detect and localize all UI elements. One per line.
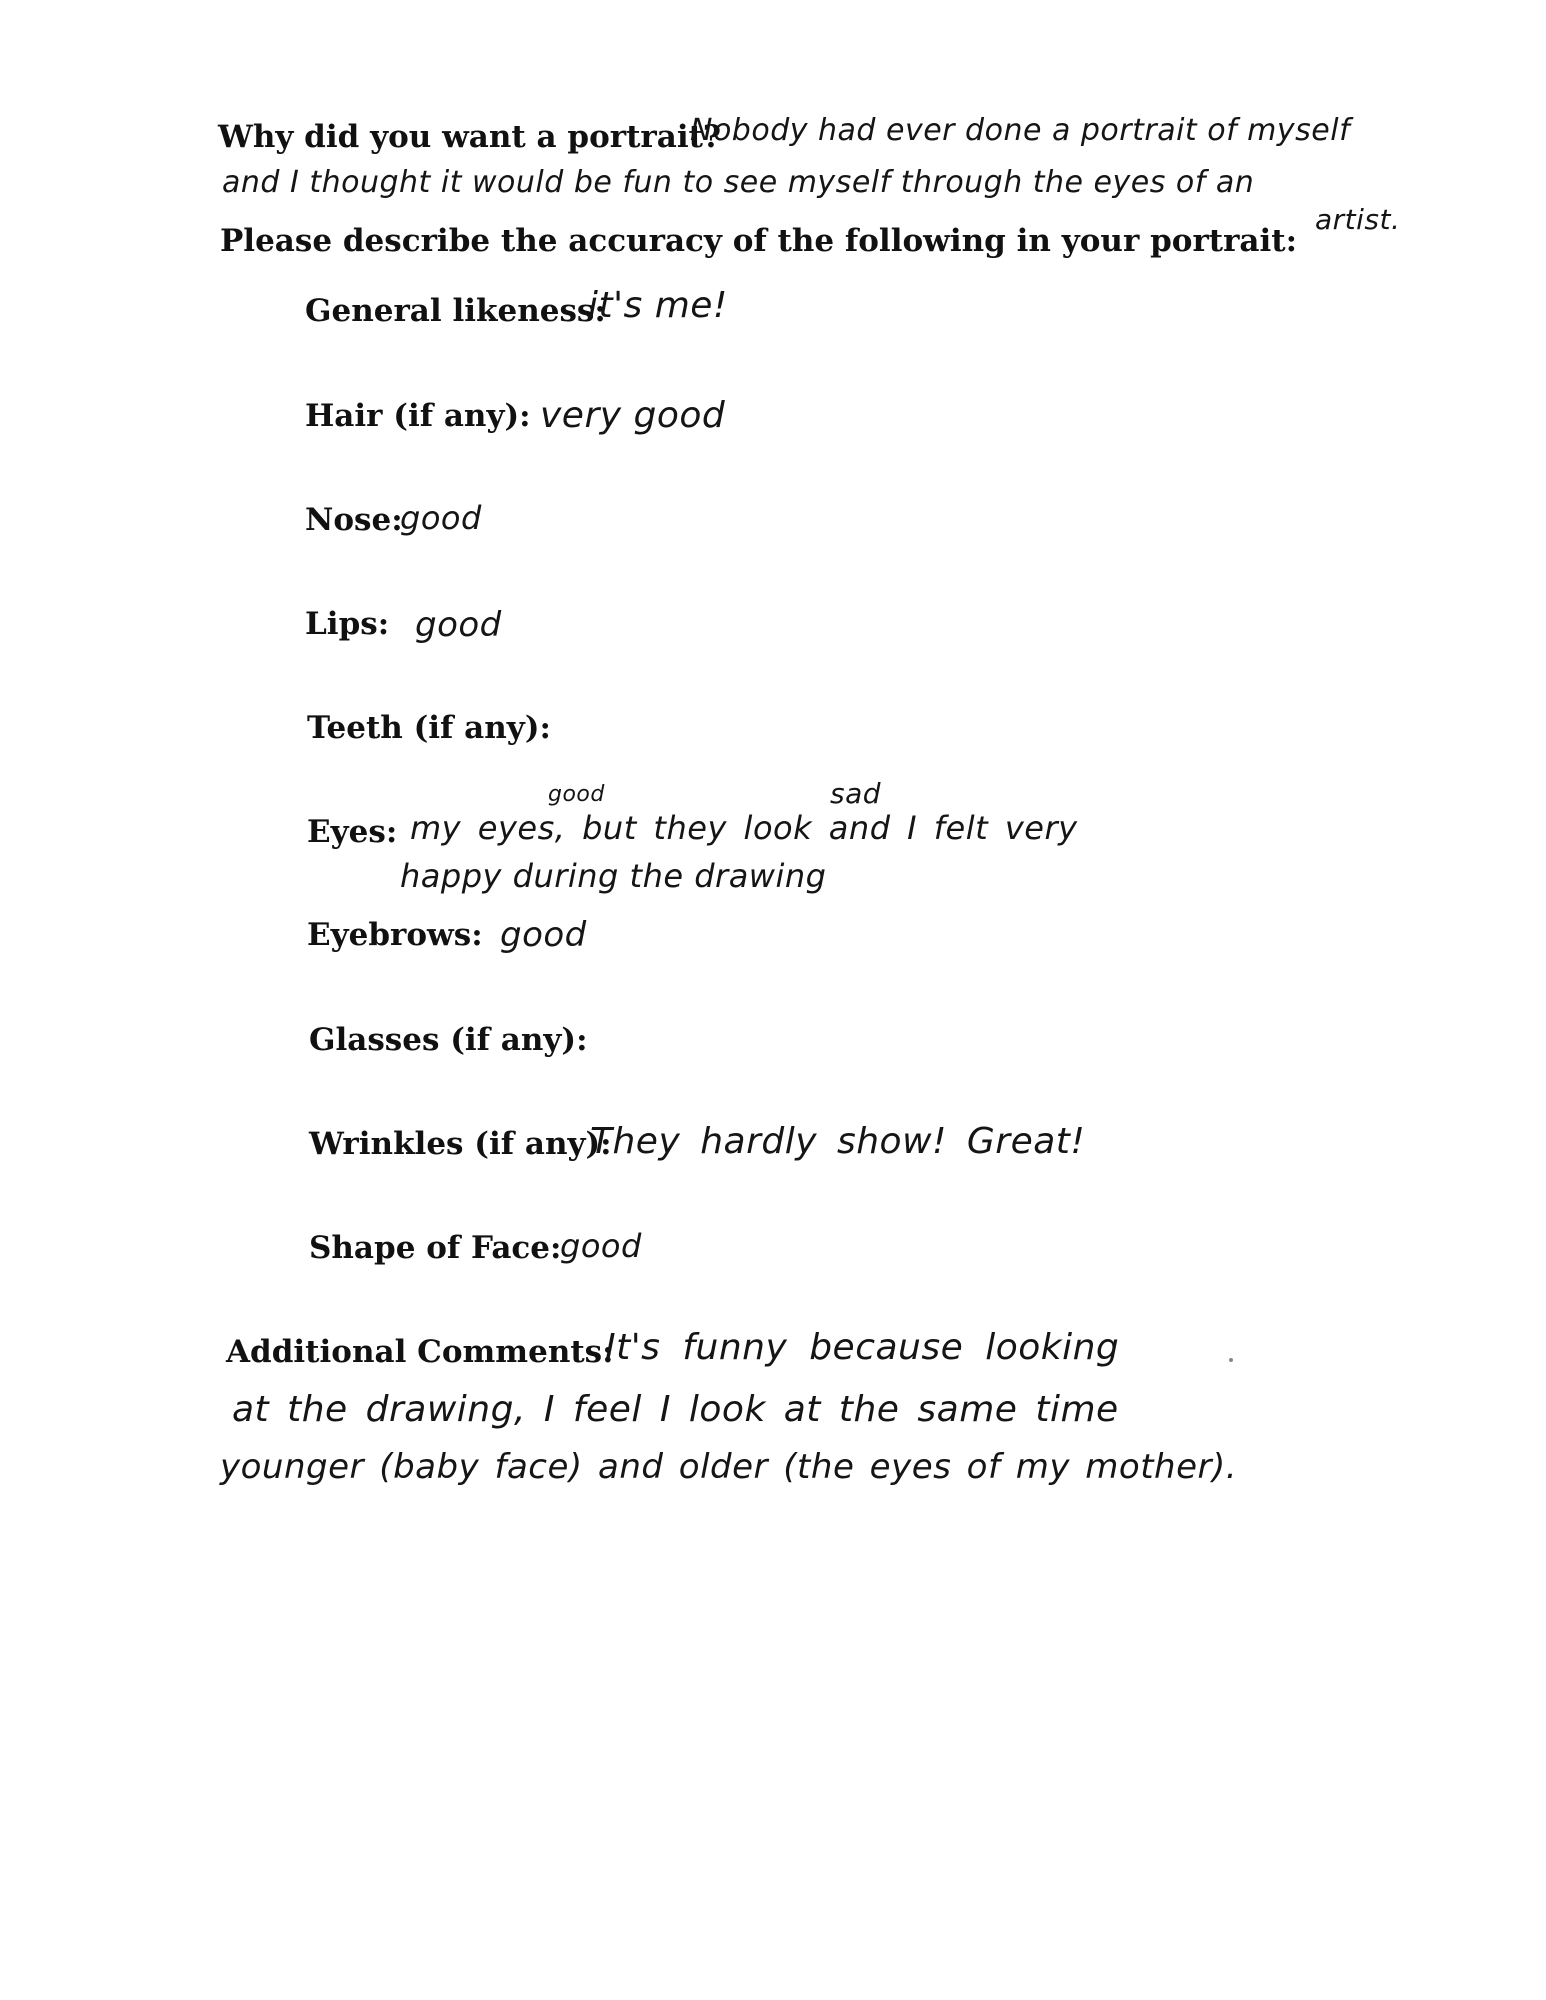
teeth-label: Teeth (if any):	[307, 710, 551, 746]
general-likeness-label: General likeness:	[305, 293, 606, 329]
nose-label: Nose:	[305, 502, 403, 538]
eyes-answer-line-2: happy during the drawing	[400, 857, 827, 895]
nose-answer: good	[400, 499, 482, 537]
scan-speck	[1229, 1358, 1233, 1362]
lips-label: Lips:	[305, 606, 390, 642]
accuracy-prompt: Please describe the accuracy of the following in your portrait:	[220, 223, 1298, 259]
glasses-label: Glasses (if any):	[309, 1022, 588, 1058]
eyes-insert-sad: sad	[830, 777, 882, 810]
additional-comments-line-2: at the drawing, I feel I look at the same time	[232, 1389, 1119, 1430]
additional-comments-label: Additional Comments:	[226, 1334, 614, 1370]
additional-comments-line-1: It's funny because looking	[605, 1327, 1120, 1368]
eyes-insert-good: good	[548, 782, 605, 807]
additional-comments-line-3: younger (baby face) and older (the eyes of my mother).	[220, 1447, 1238, 1487]
shape-of-face-answer: good	[560, 1227, 642, 1265]
eyes-label: Eyes:	[307, 814, 398, 850]
eyes-answer-line-1: my eyes, but they look and I felt very	[410, 809, 1078, 847]
why-portrait-answer-line-3: artist.	[1315, 203, 1401, 236]
hair-label: Hair (if any):	[305, 398, 531, 434]
wrinkles-label: Wrinkles (if any):	[309, 1126, 612, 1162]
eyebrows-answer: good	[500, 915, 587, 955]
wrinkles-answer: They hardly show! Great!	[590, 1121, 1086, 1162]
why-portrait-answer-line-2: and I thought it would be fun to see myself through the eyes of an	[222, 165, 1255, 200]
general-likeness-answer: it's me!	[588, 285, 728, 326]
why-portrait-answer-line-1: Nobody had ever done a portrait of myself	[690, 113, 1351, 148]
lips-answer: good	[415, 605, 502, 645]
eyebrows-label: Eyebrows:	[307, 917, 483, 953]
why-portrait-label: Why did you want a portrait?	[218, 119, 722, 155]
shape-of-face-label: Shape of Face:	[309, 1230, 562, 1266]
hair-answer: very good	[540, 395, 726, 436]
